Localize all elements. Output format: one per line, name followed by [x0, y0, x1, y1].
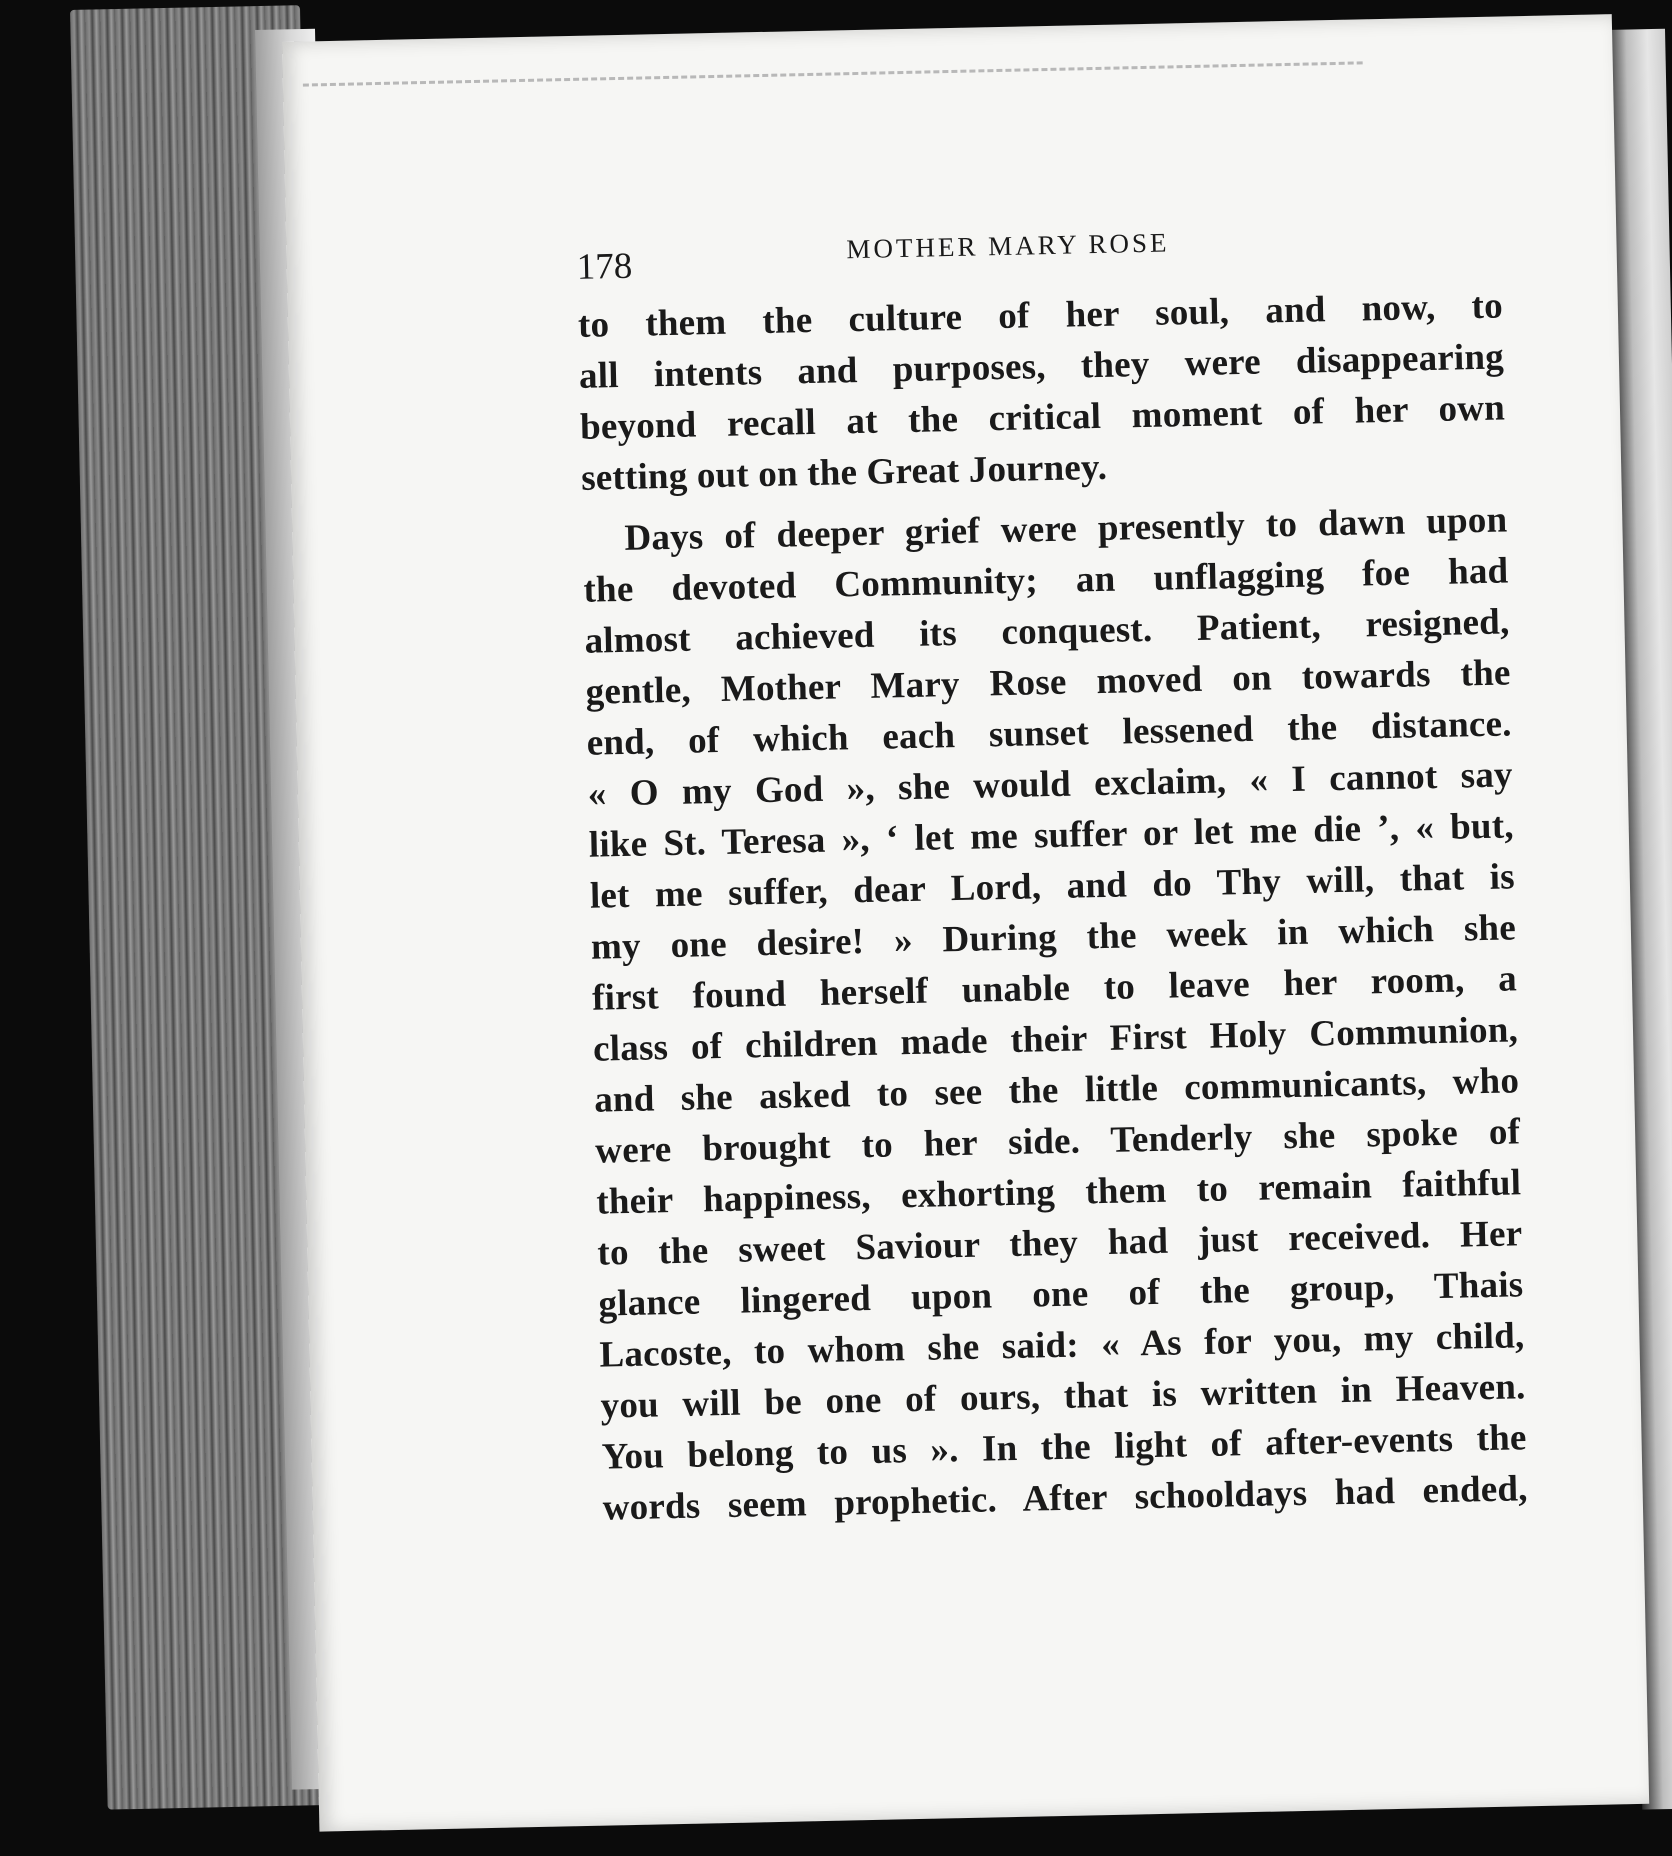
text-line: were brought to her side. Tenderly she spoke of: [594, 1111, 1521, 1172]
text-line: let me suffer, dear Lord, and do Thy will, that is: [589, 856, 1516, 917]
text-line: class of children made their First Holy Communion,: [592, 1009, 1519, 1070]
text-line: You belong to us ». In the light of after-events the: [601, 1417, 1527, 1478]
text-line: all intents and purposes, they were disappearing: [578, 336, 1505, 397]
text-line: first found herself unable to leave her room, a: [591, 958, 1518, 1019]
book-page: [282, 14, 1649, 1831]
page-text-block: [576, 217, 1528, 1534]
text-line: Lacoste, to whom she said: « As for you, my child,: [599, 1315, 1525, 1376]
text-line: Days of deeper grief were presently to dawn upon: [624, 499, 1508, 559]
text-line: end, of which each sunset lessened the distance.: [586, 703, 1512, 764]
text-line: beyond recall at the critical moment of her own: [579, 387, 1506, 448]
page-top-rule: [303, 61, 1363, 86]
text-line: like St. Teresa », ‘ let me suffer or let me die ’, « but,: [588, 805, 1515, 866]
text-line: to the sweet Saviour they had just received. Her: [597, 1213, 1523, 1274]
text-line: my one desire! » During the week in which she: [590, 907, 1517, 968]
text-line: setting out on the Great Journey.: [580, 446, 1108, 499]
running-title: MOTHER MARY ROSE: [846, 227, 1170, 265]
text-line: their happiness, exhorting them to remain faithful: [595, 1162, 1522, 1223]
text-line: words seem prophetic. After schooldays had ended,: [602, 1468, 1529, 1529]
text-line: almost achieved its conquest. Patient, resigned,: [584, 601, 1510, 662]
text-line: the devoted Community; an unflagging foe had: [583, 550, 1509, 611]
text-line: and she asked to see the little communicants, who: [593, 1060, 1520, 1121]
text-line: you will be one of ours, that is written in Heaven.: [600, 1366, 1526, 1427]
text-line: gentle, Mother Mary Rose moved on towards the: [585, 652, 1511, 713]
page-number: 178: [576, 245, 633, 288]
text-line: to them the culture of her soul, and now, to: [577, 285, 1504, 346]
text-line: glance lingered upon one of the group, Thais: [598, 1264, 1524, 1325]
text-line: « O my God », she would exclaim, « I cannot say: [587, 754, 1514, 815]
